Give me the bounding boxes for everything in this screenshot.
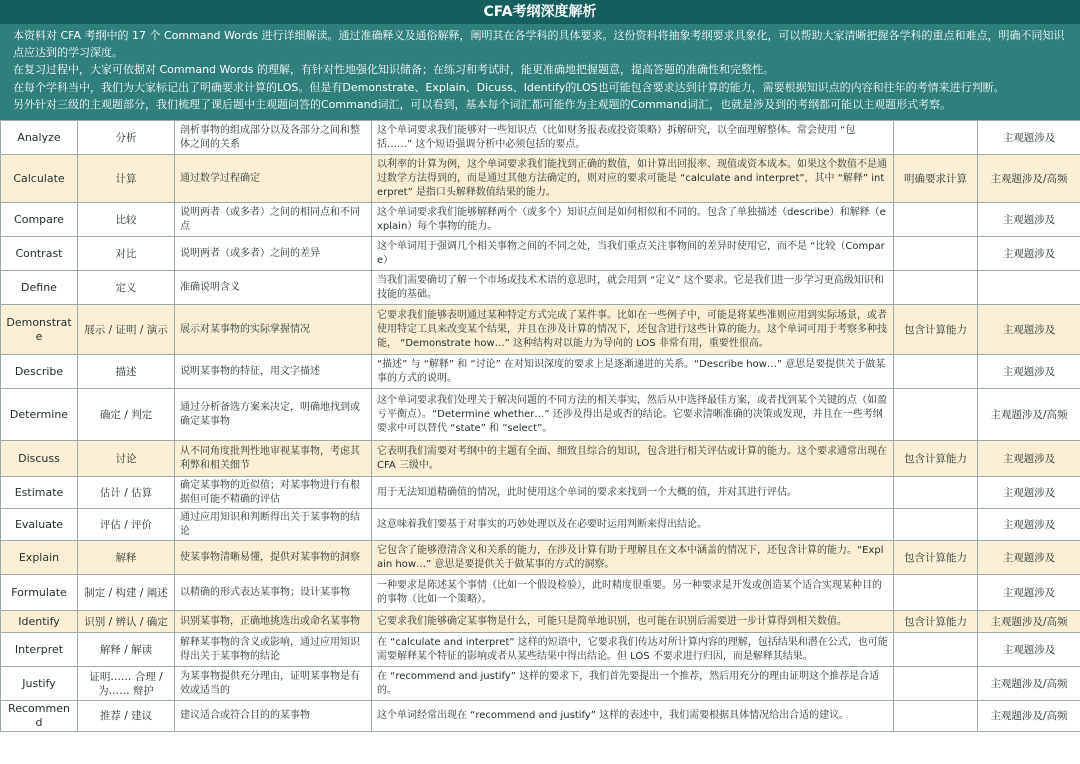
explanation-cell: 它包含了能够澄清含义和关系的能力，在涉及计算有助于理解且在文本中涵盖的情况下，还包含计算的能力。“Explain how…” 意思是要提供关于做某事的方式的洞察。 [372, 541, 894, 575]
subjective-cell: 主观题涉及/高频 [978, 611, 1080, 633]
command-word-en: Demonstrate [1, 305, 78, 355]
command-word-en: Explain [1, 541, 78, 575]
explanation-cell: 在 “recommend and justify” 这样的要求下，我们首先要提出一个推荐，然后用充分的理由证明这个推荐是合适的。 [372, 667, 894, 701]
subjective-cell: 主观题涉及/高频 [978, 389, 1080, 441]
calculation-cell: 包含计算能力 [894, 305, 978, 355]
command-word-en: Analyze [1, 121, 78, 155]
explanation-cell: 当我们需要确切了解一个市场或技术术语的意思时，就会用到 “定义” 这个要求。它是我们进一步学习更高级知识和技能的基础。 [372, 271, 894, 305]
calculation-cell [894, 701, 978, 732]
explanation-cell: 这个单词要求我们能够解释两个（或多个）知识点间是如何相似和不同的。包含了单独描述（describe）和解释（explain）每个事物的能力。 [372, 203, 894, 237]
subjective-cell: 主观题涉及 [978, 633, 1080, 667]
calculation-cell [894, 509, 978, 541]
calculation-cell: 明确要求计算 [894, 155, 978, 203]
definition-cell: 说明两者（或多者）之间的差异 [175, 237, 372, 271]
table-row [1, 389, 1080, 441]
explanation-cell: 在 “calculate and interpret” 这样的短语中，它要求我们传达对所计算内容的理解，包括结果和潜在公式，也可能需要解释某个特征的影响或者从某些结果中得出结论。但 LOS 不要求进行归因，而是解释其结果。 [372, 633, 894, 667]
subjective-cell: 主观题涉及 [978, 237, 1080, 271]
definition-cell: 说明两者（或多者）之间的相同点和不同点 [175, 203, 372, 237]
subjective-cell: 主观题涉及 [978, 305, 1080, 355]
table-row [1, 271, 1080, 305]
page-title: CFA考纲深度解析 [0, 0, 1080, 24]
command-words-table [0, 120, 1080, 732]
intro-paragraph: 本资料对 CFA 考纲中的 17 个 Command Words 进行详细解读。通过准确释义及通俗解释，阐明其在各学科的具体要求。这份资料将抽象考纲要求具象化，可以帮助大家清晰把握各学科的重点和难点，明确不同知识点应达到的学习深度。 [13, 29, 1065, 60]
calculation-cell [894, 203, 978, 237]
explanation-cell: “描述” 与 “解释” 和 “讨论” 在对知识深度的要求上是逐渐递进的关系。“Describe how…” 意思是要提供关于做某事的方式的说明。 [372, 355, 894, 389]
subjective-cell: 主观题涉及 [978, 477, 1080, 509]
table-row [1, 667, 1080, 701]
calculation-cell: 包含计算能力 [894, 541, 978, 575]
explanation-cell: 这个单词用于强调几个相关事物之间的不同之处，当我们重点关注事物间的差异时使用它，而不是 “比较（Compare） [372, 237, 894, 271]
command-word-en: Formulate [1, 575, 78, 611]
explanation-cell: 一种要求是陈述某个事情（比如一个假设检验），此时精度很重要。另一种要求是开发或创造某个适合实现某种目的的事物（比如一个策略）。 [372, 575, 894, 611]
definition-cell: 准确说明含义 [175, 271, 372, 305]
command-word-zh: 解释 / 解读 [78, 633, 175, 667]
subjective-cell [978, 271, 1080, 305]
command-word-zh: 制定 / 构建 / 阐述 [78, 575, 175, 611]
command-word-en: Contrast [1, 237, 78, 271]
table-row [1, 633, 1080, 667]
intro-paragraph: 另外针对三级的主观题部分，我们梳理了课后题中主观题问答的Command词汇，可以看到，基本每个词汇都可能作为主观题的Command词汇，也就是涉及到的考纲都可能以主观题形式考察。 [13, 97, 952, 111]
command-word-zh: 估计 / 估算 [78, 477, 175, 509]
command-word-zh: 描述 [78, 355, 175, 389]
table-row [1, 237, 1080, 271]
command-word-en: Define [1, 271, 78, 305]
definition-cell: 解释某事物的含义或影响，通过应用知识得出关于某事物的结论 [175, 633, 372, 667]
explanation-cell: 这意味着我们要基于对事实的巧妙处理以及在必要时运用判断来得出结论。 [372, 509, 894, 541]
command-word-en: Compare [1, 203, 78, 237]
calculation-cell [894, 477, 978, 509]
command-word-zh: 推荐 / 建议 [78, 701, 175, 732]
command-word-zh: 解释 [78, 541, 175, 575]
command-word-en: Recommend [1, 701, 78, 732]
command-word-zh: 比较 [78, 203, 175, 237]
command-word-zh: 定义 [78, 271, 175, 305]
calculation-cell: 包含计算能力 [894, 611, 978, 633]
table-row [1, 155, 1080, 203]
table-row [1, 701, 1080, 732]
explanation-cell: 这个单词要求我们处理关于解决问题的不同方法的相关事实，然后从中选择最佳方案，或者找到某个关键的点（如盈亏平衡点）。“Determine whether…” 还涉及得出是或否的结论。它要求清晰准确的决策或发现，并且在一些考纲要求中可以替代 “state” 和 “select”。 [372, 389, 894, 441]
table-row [1, 355, 1080, 389]
table-row [1, 203, 1080, 237]
definition-cell: 通过分析备选方案来决定，明确地找到或确定某事物 [175, 389, 372, 441]
explanation-cell: 用于无法知道精确值的情况，此时使用这个单词的要求来找到一个大概的值，并对其进行评估。 [372, 477, 894, 509]
subjective-cell: 主观题涉及/高频 [978, 667, 1080, 701]
definition-cell: 为某事物提供充分理由，证明某事物是有效或适当的 [175, 667, 372, 701]
intro-paragraph: 在复习过程中，大家可依据对 Command Words 的理解，有针对性地强化知识储备；在练习和考试时，能更准确地把握题意，提高答题的准确性和完整性。 [13, 63, 775, 77]
table-row [1, 611, 1080, 633]
subjective-cell: 主观题涉及 [978, 509, 1080, 541]
definition-cell: 从不同角度批判性地审视某事物，考虑其利弊和相关细节 [175, 441, 372, 477]
command-word-en: Identify [1, 611, 78, 633]
subjective-cell: 主观题涉及 [978, 121, 1080, 155]
subjective-cell: 主观题涉及 [978, 203, 1080, 237]
definition-cell: 识别某事物，正确地挑选出或命名某事物 [175, 611, 372, 633]
table-row [1, 509, 1080, 541]
command-word-en: Interpret [1, 633, 78, 667]
command-word-zh: 分析 [78, 121, 175, 155]
explanation-cell: 它要求我们能够表明通过某种特定方式完成了某件事。比如在一些例子中，可能是将某些准则应用到实际场景，或者使用特定工具来改变某个结果，并且在涉及计算的情况下，还包含进行这些计算的能力。这个单词可用于考察多种技能， “Demonstrate how…” 这种结构对以能力为导向的 LOS 非常有用，重要性很高。 [372, 305, 894, 355]
command-word-en: Evaluate [1, 509, 78, 541]
calculation-cell [894, 667, 978, 701]
definition-cell: 通过数学过程确定 [175, 155, 372, 203]
command-word-zh: 识别 / 辨认 / 确定 [78, 611, 175, 633]
table-row [1, 441, 1080, 477]
command-word-en: Describe [1, 355, 78, 389]
subjective-cell: 主观题涉及 [978, 575, 1080, 611]
calculation-cell [894, 121, 978, 155]
explanation-cell: 这个单词要求我们能够对一些知识点（比如财务报表或投资策略）拆解研究，以全面理解整体。常会使用 “包括……” 这个短语强调分析中必须包括的要点。 [372, 121, 894, 155]
definition-cell: 建议适合或符合目的的某事物 [175, 701, 372, 732]
explanation-cell: 以利率的计算为例，这个单词要求我们能找到正确的数值，如计算出回报率、现值或资本成本。如果这个数值不是通过数学方法得到的，而是通过其他方法确定的，则对应的要求可能是 “calculate and interpret”，其中 “解释” interpret” 是指口头解释数值结果的能力。 [372, 155, 894, 203]
intro-paragraph: 在每个学科当中，我们为大家标记出了明确要求计算的LOS。但是有Demonstrate、Explain、Dicuss、Identify的LOS也可能包含要求达到计算的能力，需要根据知识点的内容和往年的考情来进行判断。 [13, 80, 1005, 94]
subjective-cell: 主观题涉及 [978, 541, 1080, 575]
table-row [1, 305, 1080, 355]
subjective-cell: 主观题涉及/高频 [978, 155, 1080, 203]
subjective-cell: 主观题涉及 [978, 355, 1080, 389]
definition-cell: 使某事物清晰易懂，提供对某事物的洞察 [175, 541, 372, 575]
command-word-en: Determine [1, 389, 78, 441]
command-word-zh: 评估 / 评价 [78, 509, 175, 541]
table-body [1, 121, 1080, 732]
intro-block [0, 24, 1080, 120]
definition-cell: 剖析事物的组成部分以及各部分之间和整体之间的关系 [175, 121, 372, 155]
subjective-cell: 主观题涉及 [978, 441, 1080, 477]
command-word-zh: 计算 [78, 155, 175, 203]
explanation-cell: 它要求我们能够确定某事物是什么，可能只是简单地识别，也可能在识别后需要进一步计算得到相关数值。 [372, 611, 894, 633]
calculation-cell [894, 237, 978, 271]
calculation-cell [894, 355, 978, 389]
command-word-en: Justify [1, 667, 78, 701]
table-row [1, 575, 1080, 611]
command-word-zh: 确定 / 判定 [78, 389, 175, 441]
definition-cell: 展示对某事物的实际掌握情况 [175, 305, 372, 355]
table-row [1, 477, 1080, 509]
definition-cell: 通过应用知识和判断得出关于某事物的结论 [175, 509, 372, 541]
definition-cell: 以精确的形式表达某事物；设计某事物 [175, 575, 372, 611]
command-word-zh: 讨论 [78, 441, 175, 477]
table-row [1, 541, 1080, 575]
calculation-cell [894, 389, 978, 441]
subjective-cell: 主观题涉及/高频 [978, 701, 1080, 732]
calculation-cell [894, 633, 978, 667]
command-word-zh: 证明…… 合理 / 为…… 辩护 [78, 667, 175, 701]
table-row [1, 121, 1080, 155]
calculation-cell: 包含计算能力 [894, 441, 978, 477]
definition-cell: 确定某事物的近似值；对某事物进行有根据但可能不精确的评估 [175, 477, 372, 509]
definition-cell: 说明某事物的特征，用文字描述 [175, 355, 372, 389]
command-word-en: Estimate [1, 477, 78, 509]
command-word-en: Calculate [1, 155, 78, 203]
command-word-zh: 展示 / 证明 / 演示 [78, 305, 175, 355]
explanation-cell: 这个单词经常出现在 “recommend and justify” 这样的表述中，我们需要根据具体情况给出合适的建议。 [372, 701, 894, 732]
command-word-zh: 对比 [78, 237, 175, 271]
calculation-cell [894, 271, 978, 305]
command-word-en: Discuss [1, 441, 78, 477]
explanation-cell: 它表明我们需要对考纲中的主题有全面、细致且综合的知识，包含进行相关评估或计算的能力。这个要求通常出现在 CFA 三级中。 [372, 441, 894, 477]
calculation-cell [894, 575, 978, 611]
